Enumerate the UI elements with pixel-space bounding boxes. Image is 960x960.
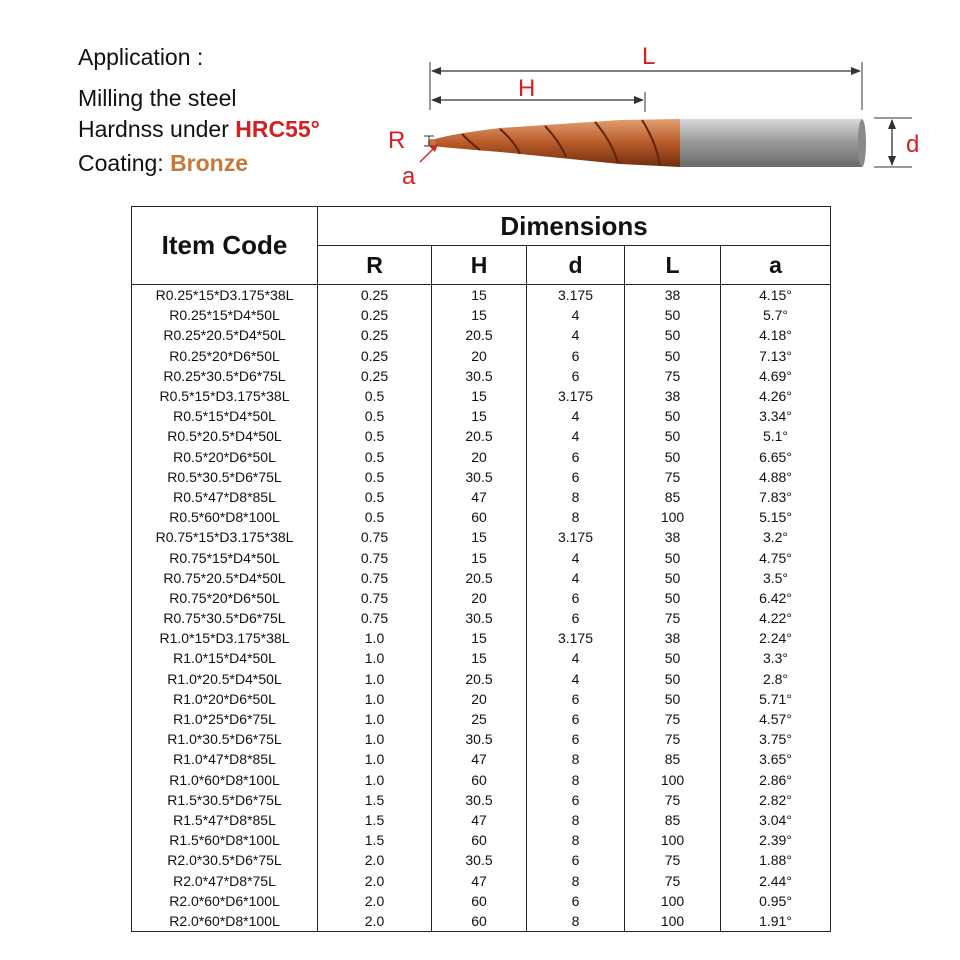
end-mill-diagram	[380, 30, 940, 200]
cell-h: 15	[432, 648, 527, 668]
cell-a: 3.2°	[721, 527, 831, 547]
cell-a: 4.57°	[721, 709, 831, 729]
cell-l: 50	[625, 346, 721, 366]
cell-a: 1.88°	[721, 850, 831, 870]
cell-a: 4.26°	[721, 386, 831, 406]
table-row	[132, 386, 831, 406]
shank	[680, 119, 862, 167]
cell-item-code: R0.25*15*D4*50L	[132, 305, 318, 325]
cell-r: 1.5	[318, 790, 432, 810]
cell-a: 4.22°	[721, 608, 831, 628]
cell-r: 0.75	[318, 608, 432, 628]
cell-r: 0.25	[318, 346, 432, 366]
cell-d: 4	[527, 426, 625, 446]
cell-r: 0.5	[318, 406, 432, 426]
cell-a: 2.8°	[721, 669, 831, 689]
cell-r: 0.75	[318, 588, 432, 608]
cell-h: 30.5	[432, 850, 527, 870]
cell-a: 2.86°	[721, 770, 831, 790]
table-row	[132, 487, 831, 507]
cell-item-code: R2.0*60*D6*100L	[132, 891, 318, 911]
cell-a: 4.75°	[721, 547, 831, 567]
coating-label: Coating:	[78, 150, 164, 176]
cell-a: 3.5°	[721, 568, 831, 588]
cell-r: 0.5	[318, 507, 432, 527]
table-row	[132, 669, 831, 689]
cell-r: 0.75	[318, 527, 432, 547]
dimensions-header: Dimensions	[318, 207, 831, 246]
cell-item-code: R1.5*60*D8*100L	[132, 830, 318, 850]
cell-l: 85	[625, 749, 721, 769]
cell-r: 0.25	[318, 285, 432, 306]
hardness-line	[78, 118, 320, 141]
cell-l: 85	[625, 487, 721, 507]
column-header-a: a	[721, 246, 831, 285]
cell-a: 6.42°	[721, 588, 831, 608]
cell-d: 4	[527, 305, 625, 325]
coating-line	[78, 152, 248, 175]
spec-table-body	[132, 285, 831, 932]
table-row	[132, 325, 831, 345]
label-l: L	[642, 43, 656, 70]
cell-d: 8	[527, 870, 625, 890]
cell-h: 60	[432, 770, 527, 790]
cell-d: 3.175	[527, 285, 625, 306]
cell-a: 0.95°	[721, 891, 831, 911]
application-label: Application :	[78, 44, 204, 70]
cell-h: 20.5	[432, 568, 527, 588]
cell-d: 6	[527, 729, 625, 749]
cell-a: 4.18°	[721, 325, 831, 345]
cell-a: 4.15°	[721, 285, 831, 306]
cell-l: 50	[625, 648, 721, 668]
column-header-h: H	[432, 246, 527, 285]
hardness-prefix: Hardnss under	[78, 116, 236, 142]
cell-l: 50	[625, 305, 721, 325]
cell-a: 2.82°	[721, 790, 831, 810]
cell-item-code: R0.5*15*D3.175*38L	[132, 386, 318, 406]
cell-d: 8	[527, 810, 625, 830]
cell-h: 60	[432, 911, 527, 932]
table-row	[132, 527, 831, 547]
cell-h: 20.5	[432, 325, 527, 345]
table-row	[132, 426, 831, 446]
cell-item-code: R0.25*20.5*D4*50L	[132, 325, 318, 345]
cell-d: 6	[527, 608, 625, 628]
cell-h: 47	[432, 487, 527, 507]
cell-a: 7.13°	[721, 346, 831, 366]
cell-d: 8	[527, 487, 625, 507]
cell-d: 6	[527, 790, 625, 810]
cell-item-code: R0.25*30.5*D6*75L	[132, 366, 318, 386]
cell-h: 20	[432, 689, 527, 709]
cell-d: 3.175	[527, 527, 625, 547]
cell-r: 0.5	[318, 386, 432, 406]
table-row	[132, 346, 831, 366]
dimension-h	[430, 90, 645, 112]
table-row	[132, 830, 831, 850]
table-row	[132, 870, 831, 890]
cell-a: 7.83°	[721, 487, 831, 507]
cell-h: 30.5	[432, 366, 527, 386]
spec-table	[131, 206, 831, 932]
label-r: R	[388, 127, 406, 154]
cell-a: 5.15°	[721, 507, 831, 527]
cell-l: 50	[625, 689, 721, 709]
cell-d: 6	[527, 891, 625, 911]
cell-h: 30.5	[432, 729, 527, 749]
cell-h: 47	[432, 749, 527, 769]
cell-item-code: R0.75*20*D6*50L	[132, 588, 318, 608]
cell-l: 75	[625, 467, 721, 487]
cell-d: 4	[527, 547, 625, 567]
table-row	[132, 588, 831, 608]
table-row	[132, 467, 831, 487]
cell-item-code: R1.0*25*D6*75L	[132, 709, 318, 729]
cell-d: 6	[527, 850, 625, 870]
cell-item-code: R1.0*15*D3.175*38L	[132, 628, 318, 648]
cell-r: 1.5	[318, 830, 432, 850]
cell-a: 1.91°	[721, 911, 831, 932]
cell-d: 4	[527, 406, 625, 426]
cell-d: 4	[527, 669, 625, 689]
cell-l: 50	[625, 426, 721, 446]
cell-l: 85	[625, 810, 721, 830]
cell-a: 4.88°	[721, 467, 831, 487]
cell-item-code: R0.75*15*D3.175*38L	[132, 527, 318, 547]
table-row	[132, 568, 831, 588]
cell-item-code: R0.75*15*D4*50L	[132, 547, 318, 567]
cell-r: 0.75	[318, 568, 432, 588]
cell-item-code: R1.0*15*D4*50L	[132, 648, 318, 668]
cell-item-code: R1.0*20*D6*50L	[132, 689, 318, 709]
cell-l: 38	[625, 386, 721, 406]
cell-r: 0.5	[318, 426, 432, 446]
cell-l: 100	[625, 770, 721, 790]
table-row	[132, 366, 831, 386]
cell-l: 75	[625, 729, 721, 749]
cell-h: 15	[432, 406, 527, 426]
table-row	[132, 648, 831, 668]
cell-item-code: R0.5*20*D6*50L	[132, 447, 318, 467]
cell-d: 6	[527, 346, 625, 366]
cell-a: 3.04°	[721, 810, 831, 830]
cell-l: 50	[625, 568, 721, 588]
label-h: H	[518, 75, 536, 102]
cell-a: 3.75°	[721, 729, 831, 749]
cell-item-code: R1.0*30.5*D6*75L	[132, 729, 318, 749]
cell-item-code: R1.0*60*D8*100L	[132, 770, 318, 790]
cell-item-code: R0.5*15*D4*50L	[132, 406, 318, 426]
cell-r: 1.0	[318, 689, 432, 709]
cell-r: 0.5	[318, 467, 432, 487]
cell-d: 8	[527, 911, 625, 932]
cell-r: 1.0	[318, 669, 432, 689]
table-row	[132, 447, 831, 467]
cell-item-code: R0.25*15*D3.175*38L	[132, 285, 318, 306]
cell-d: 6	[527, 709, 625, 729]
cell-h: 25	[432, 709, 527, 729]
table-row	[132, 770, 831, 790]
cell-a: 5.1°	[721, 426, 831, 446]
cell-r: 1.0	[318, 628, 432, 648]
cell-r: 0.25	[318, 305, 432, 325]
cell-d: 4	[527, 325, 625, 345]
cell-a: 5.71°	[721, 689, 831, 709]
cell-item-code: R0.75*20.5*D4*50L	[132, 568, 318, 588]
cell-a: 6.65°	[721, 447, 831, 467]
cell-item-code: R2.0*47*D8*75L	[132, 870, 318, 890]
cell-d: 6	[527, 467, 625, 487]
cell-h: 47	[432, 870, 527, 890]
hardness-value: HRC55°	[235, 116, 320, 142]
cell-h: 20	[432, 447, 527, 467]
cell-item-code: R2.0*30.5*D6*75L	[132, 850, 318, 870]
cell-r: 0.5	[318, 487, 432, 507]
cell-d: 8	[527, 830, 625, 850]
cell-a: 2.24°	[721, 628, 831, 648]
cell-r: 2.0	[318, 870, 432, 890]
cell-d: 8	[527, 749, 625, 769]
table-row	[132, 911, 831, 932]
shank-end	[858, 119, 866, 167]
cell-l: 75	[625, 709, 721, 729]
cell-h: 30.5	[432, 467, 527, 487]
cell-item-code: R0.5*60*D8*100L	[132, 507, 318, 527]
cell-d: 4	[527, 568, 625, 588]
cell-h: 20	[432, 346, 527, 366]
cell-a: 4.69°	[721, 366, 831, 386]
cell-d: 6	[527, 588, 625, 608]
cell-item-code: R2.0*60*D8*100L	[132, 911, 318, 932]
cell-d: 6	[527, 366, 625, 386]
cell-l: 75	[625, 870, 721, 890]
cell-r: 0.25	[318, 366, 432, 386]
cell-l: 50	[625, 447, 721, 467]
table-row	[132, 891, 831, 911]
table-row	[132, 285, 831, 306]
cell-item-code: R1.0*20.5*D4*50L	[132, 669, 318, 689]
cell-r: 1.5	[318, 810, 432, 830]
cell-item-code: R0.5*47*D8*85L	[132, 487, 318, 507]
cell-item-code: R0.5*20.5*D4*50L	[132, 426, 318, 446]
cell-l: 50	[625, 325, 721, 345]
table-row	[132, 305, 831, 325]
angle-marker	[420, 144, 438, 162]
cell-h: 15	[432, 305, 527, 325]
cell-r: 2.0	[318, 850, 432, 870]
table-row	[132, 507, 831, 527]
fluted-section	[432, 119, 680, 167]
cell-r: 2.0	[318, 891, 432, 911]
cell-h: 20	[432, 588, 527, 608]
cell-l: 100	[625, 891, 721, 911]
label-d: d	[906, 131, 920, 158]
cell-l: 38	[625, 285, 721, 306]
cell-l: 75	[625, 790, 721, 810]
cell-r: 1.0	[318, 770, 432, 790]
cell-l: 50	[625, 406, 721, 426]
table-row	[132, 628, 831, 648]
cell-h: 15	[432, 547, 527, 567]
cell-h: 20.5	[432, 669, 527, 689]
table-row	[132, 608, 831, 628]
cell-l: 75	[625, 366, 721, 386]
cell-d: 8	[527, 770, 625, 790]
cell-l: 38	[625, 628, 721, 648]
cell-l: 100	[625, 507, 721, 527]
cell-item-code: R0.75*30.5*D6*75L	[132, 608, 318, 628]
cell-h: 30.5	[432, 790, 527, 810]
column-header-l: L	[625, 246, 721, 285]
cell-l: 75	[625, 608, 721, 628]
cell-item-code: R1.5*30.5*D6*75L	[132, 790, 318, 810]
item-code-header: Item Code	[132, 207, 318, 285]
cell-h: 47	[432, 810, 527, 830]
cell-a: 3.65°	[721, 749, 831, 769]
cell-a: 2.39°	[721, 830, 831, 850]
cell-l: 38	[625, 527, 721, 547]
cell-r: 1.0	[318, 729, 432, 749]
cell-h: 30.5	[432, 608, 527, 628]
cell-r: 1.0	[318, 709, 432, 729]
cell-l: 50	[625, 547, 721, 567]
cell-d: 3.175	[527, 386, 625, 406]
cell-h: 15	[432, 285, 527, 306]
cell-a: 3.34°	[721, 406, 831, 426]
cell-item-code: R0.5*30.5*D6*75L	[132, 467, 318, 487]
cell-h: 15	[432, 527, 527, 547]
table-row	[132, 547, 831, 567]
cell-item-code: R1.0*47*D8*85L	[132, 749, 318, 769]
table-row	[132, 810, 831, 830]
cell-a: 5.7°	[721, 305, 831, 325]
cell-r: 2.0	[318, 911, 432, 932]
table-row	[132, 749, 831, 769]
cell-r: 0.75	[318, 547, 432, 567]
coating-value: Bronze	[170, 150, 249, 176]
table-row	[132, 790, 831, 810]
column-header-d: d	[527, 246, 625, 285]
cell-r: 0.5	[318, 447, 432, 467]
cell-h: 15	[432, 628, 527, 648]
table-row	[132, 729, 831, 749]
cell-h: 60	[432, 830, 527, 850]
cell-d: 3.175	[527, 628, 625, 648]
cell-r: 0.25	[318, 325, 432, 345]
table-row	[132, 709, 831, 729]
cell-d: 6	[527, 689, 625, 709]
table-row	[132, 406, 831, 426]
cell-d: 8	[527, 507, 625, 527]
table-row	[132, 850, 831, 870]
application-use: Milling the steel	[78, 85, 237, 111]
cell-d: 4	[527, 648, 625, 668]
cell-item-code: R1.5*47*D8*85L	[132, 810, 318, 830]
cell-h: 60	[432, 507, 527, 527]
cell-l: 50	[625, 588, 721, 608]
cell-h: 60	[432, 891, 527, 911]
cell-h: 20.5	[432, 426, 527, 446]
cell-a: 3.3°	[721, 648, 831, 668]
cell-l: 50	[625, 669, 721, 689]
cell-r: 1.0	[318, 749, 432, 769]
cell-a: 2.44°	[721, 870, 831, 890]
cell-h: 15	[432, 386, 527, 406]
cell-l: 100	[625, 830, 721, 850]
cell-r: 1.0	[318, 648, 432, 668]
cell-d: 6	[527, 447, 625, 467]
cell-l: 100	[625, 911, 721, 932]
label-a: a	[402, 163, 416, 190]
column-header-r: R	[318, 246, 432, 285]
table-row	[132, 689, 831, 709]
cell-item-code: R0.25*20*D6*50L	[132, 346, 318, 366]
cell-l: 75	[625, 850, 721, 870]
